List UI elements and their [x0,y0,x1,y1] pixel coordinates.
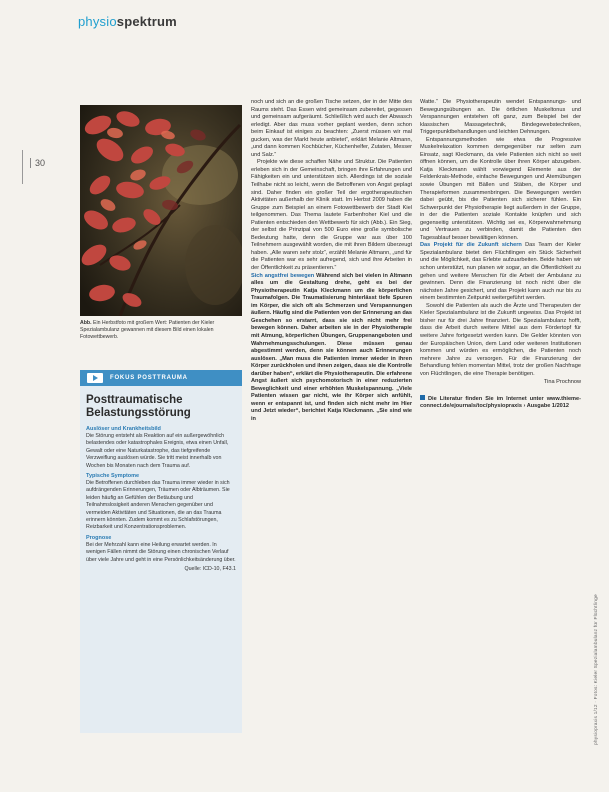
literature-note-text: Die Literatur finden Sie im Internet unter www.thieme-connect.de/ejournals/toc/physiopraxis › Ausgabe 1/2012 [420,395,581,410]
info-box-reference: Quelle: ICD-10, F43.1 [184,566,236,573]
magazine-section-header [78,14,177,29]
section-heading: Sich angstfrei bewegen [251,272,315,279]
section-text: Das Team der Kieler Spezialambulanz bietet den Flüchtlingen ein Stück Sicherheit und die Möglichkeit, das Erlebte aufzuarbeiten. Beide haben wir schon unterstützt, nun planen wir sogar, an die Öffentlichkeit zu gehen und weitere Menschen für die Arbeit der Ambulanz zu gewinnen. Denn die Finanzierung ist noch nicht über die nächsten Jahre gesichert, und das Projekt kann auch nur bis zu einem bestimmten Zeitpunkt weitergeführt werden. [420,242,582,302]
info-box-bar-label: FOKUS POSTTRAUMA [110,375,188,381]
article-column-2 [251,99,412,424]
info-box-text: Bei der Mehrzahl kann eine Heilung erwartet werden. In wenigen Fällen nimmt die Störung einen chronischen Verlauf über viele Jahre und geht in eine Persönlichkeitsänderung über. [86,541,236,563]
leaves-illustration [80,105,242,316]
info-box [80,370,242,733]
info-box-body [80,386,242,733]
article-paragraph: Watte.“ Die Physiotherapeutin wendet Entspannungs- und Bewegungsübungen an. Die örtlichen Muskeltonus und Verspannungen entstehen oft ganz, zum Beispiel bei der klassischen Massagetechnik, Bindegewebstechniken, Triggerpunktbehandlungen und leichten Dehnungen. [420,99,581,136]
header-spektrum: spektrum [116,14,177,29]
autumn-leaves-photo [80,105,242,316]
caption-text: Ein Herbstfoto mit großem Wert: Patienten der Kieler Spezialambulanz gewannen mit diesem Bild einen lokalen Fotowettbewerb. [80,320,215,341]
vertical-margin-text: physiopraxis 1/12 · Fotos: Kieler Spezialambulanz für Flüchtlinge [594,594,599,745]
info-box-bar [80,370,242,386]
caption-label: Abb. [80,320,92,326]
page-number: 30 [30,158,45,168]
article-column-3 [420,99,581,411]
article-paragraph: Projekte wie diese schaffen Nähe und Struktur. Die Patienten erleben sich in der Gemeinschaft, bringen ihre Erfahrungen und Fähigkeiten ein und unterstützen sich. Allerdings ist die soziale Teilhabe nicht so leicht, wenn die Betroffenen von Angst geplagt sind. Daher finden ein großer Teil der ergotherapeutischen Aktivitäten außerhalb der Klinik statt. Im Herbst 2009 haben die Gruppe zum Beispiel an einem Fotowettbewerb der Stadt Kiel teilgenommen. Das Thema lautete Farbenfroher Kiel und die Patienten entschieden den Wettbewerb für sich (Abb.). Ein Sieg, der selbst die Prinzipal von 500 Euro eine große symbolische Bedeutung hatte, denn die Gruppe war aus über 100 Teilnehmern ausgewählt worden, die mit ihren Bildern überzeugt haben. „Alle waren sehr stolz“, erzählt Melanie Altmann, „und für die Patienten war es sehr aufregend, sich und ihre Arbeiten in der Öffentlichkeit zu präsentieren.“ [251,159,412,272]
info-box-subheading: Prognose [86,534,112,541]
section-text: Während sich bei vielen in Altmann alles um die Gestaltung drehe, geht es bei der Physiotherapeutin Katja Kleckmann um die körperlichen Traumafolgen. Die Traumatisierung hinterlässt tiefe Spuren im Körper, die sich oft als Schmerzen und Verspannungen äußern. Häufig sind die Patienten von der Erinnerung an das Geschehen so erstarrt, dass sie sich nicht mehr frei bewegen können. Daher arbeiten sie in der Physiotherapie mit Atmung, körperlichen Übungen, Gruppenangeboten und Wahrnehmungsschulungen. Diese müssen genau abgestimmt werden, denn sie können auch Erinnerungen auslösen. „Man muss die Patienten immer wieder in ihren Körper zurückholen und ihnen zeigen, dass sie die Kontrolle darüber haben“, erklärt die Physiotherapeutin. Die erfahrene Angst äußert sich psychomotorisch in einer reduzierten Beweglichkeit und einer erhöhten Muskelspannung. „Viele Patienten wissen gar nicht, wie ihr Körper sich anfühlt, wenn er entspannt ist, und finden sich nicht mehr im Hier und Jetzt wieder“, berichtet Katja Kleckmann. „Sie sind wie in [251,272,413,422]
margin-rule [22,150,23,184]
info-box-title: Posttraumatische Belastungsstörung [86,394,191,419]
info-box-text: Die Betroffenen durchleben das Trauma immer wieder in sich aufdrängenden Erinnerungen, Träumen oder Albträumen. Sie leiden häufig an Gefühlen der Betäubung und Teilnahmslosigkeit anderen Menschen gegenüber und vermeiden Aktivitäten und Situationen, die an das Trauma erinnern könnten. Zudem kommt es zu Schlafstörungen, Reizbarkeit und Konzentrationsproblemen. [86,480,230,531]
info-box-subheading: Typische Symptome [86,473,140,480]
square-bullet-icon [420,395,425,400]
article-paragraph: Entspannungsmethoden wie etwa die Progressive Muskelrelaxation kommen demgegenüber nur selten zum Einsatz, sagt Kleckmann, da viele Patienten sich nicht so weit öffnen können, um die Kontrolle über ihren Körper abzugeben. Katja Kleckmann wählt vorwiegend Elemente aus der Feldenkrais-Methode, einfache Bewegungen und Atemübungen sowie Übungen mit Bällen und Stäben, die Körper und Therapieformen zusammenbringen. Die Bewegungen werden dabei geübt, bis die Patienten sich sicherer fühlen. Ein Schwerpunkt der Physiotherapie liegt außerdem in der Gruppe, in der die Patienten soziale Kontakte knüpfen und sich gegenseitig unterstützen. Wichtig sei es, Körperwahrnehmung und Vertrauen zu verbinden, damit die Patienten den Tagesablauf besser bewältigen können. [420,136,581,241]
article-paragraph: noch und sich an die großen Tische setzen, der in der Mitte des Raums steht. Das Essen wird gemeinsam zubereitet, gegessen und gemeinsam aufgeräumt. Schließlich wird auch der Abwasch erledigt. Aber das muss vorher geplant werden, denn schon beim Einkauf ist einiges zu beachten: „Zuerst müssen wir mal gucken, was der Markt heute anbietet“, erklärt Melanie Altmann, „und dann kommen Kochbücher, Küchenhelfer, Zutaten, Messer und Salz.“ [251,99,412,158]
arrow-icon [87,373,103,383]
article-paragraph: Sowohl die Patienten als auch die Ärzte und Therapeuten der Kieler Spezialambulanz ist die Zukunft ungewiss. Das Projekt ist bisher nur für drei Jahre finanziert. Die Spezialambulanz hofft, dass die Arbeit durch weitere Mittel aus dem Fördertopf für weitere Jahre fortgesetzt werden kann. Die Gelder könnten von der Europäischen Union, dem Land oder weiteren Institutionen kommen und würden es ermöglichen, die Patienten noch mehrere Jahre zu versorgen. Für die Finanzierung der Behandlung fehlen momentan Mittel, trotz der großen Nachfrage von Flüchtlingen, die eine Therapie benötigen. [420,302,581,377]
section-heading: Das Projekt für die Zukunft sichern [420,242,522,249]
header-physio: physio [78,14,117,29]
info-box-subheading: Auslöser und Krankheitsbild [86,426,161,432]
article-section [420,242,581,302]
literature-note [420,395,581,411]
photo-caption [80,320,242,342]
article-section [251,273,412,424]
info-box-text: Die Störung entsteht als Reaktion auf ein außergewöhnlich belastendes oder katastrophales Ereignis, etwa einen Unfall, Gewalt oder eine Naturkatastrophe, das tiefgreifende Verzweiflung auslösen würde. Sie tritt meist innerhalb von Wochen bis Monaten nach dem Trauma auf. [86,433,229,469]
article-author: Tina Prochnow [543,379,581,386]
